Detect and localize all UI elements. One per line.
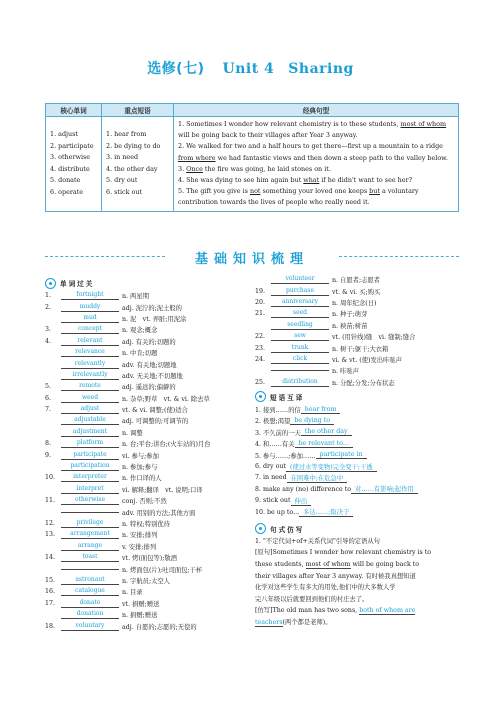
vocab-row — [45, 461, 250, 472]
vocab-answer: otherwise — [61, 496, 119, 505]
vocab-row — [45, 438, 250, 449]
phrase-row — [255, 506, 461, 517]
vocab-number: 3. — [45, 326, 52, 334]
phrase-item: 3. in need — [106, 153, 139, 162]
vocab-answer: voluntary — [61, 622, 119, 631]
left-column — [45, 276, 250, 632]
vocab-answer: click — [271, 355, 329, 364]
vocab-row — [255, 297, 461, 308]
vocab-answer: trunk — [271, 344, 329, 353]
vocab-definition: n. 秧苗;树苗 — [332, 322, 368, 330]
vocab-definition: n. 观念;概念 — [122, 327, 158, 335]
vocab-definition: vi. & vt. (使)发出咔哒声 — [332, 356, 402, 364]
vocab-row — [45, 336, 250, 347]
vocab-definition: n. 树干;躯干;大衣箱 — [332, 345, 389, 353]
vocab-row — [45, 552, 250, 563]
vocab-number: 21. — [255, 310, 266, 318]
vocab-number: 8. — [45, 440, 52, 448]
sentence-item: 1. Sometimes I wonder how relevant chemistry is to these students, most of whom will be going back to their villages after Year 3 anyway. — [178, 120, 447, 140]
vocab-row — [45, 575, 250, 586]
sentence-item: 5. The gift you give is not something your loved one keeps but a voluntary contribution towards the lives of people who really need it. — [178, 187, 419, 207]
vocab-definition: adv. 用别的方法;其他方面 — [122, 509, 196, 517]
phrase-row — [255, 438, 461, 449]
vocab-definition: adj. 自愿的;志愿的;无偿的 — [122, 623, 197, 631]
vocab-answer: mud — [61, 314, 119, 323]
phrase-answer: (使过水等变物)完全变干;干透 — [286, 462, 377, 472]
vocab-number: 25. — [255, 378, 266, 386]
phrase-question: 7. in need — [255, 474, 287, 482]
phrase-answer: be relevant to... — [295, 440, 353, 448]
word-item: 4. distribute — [50, 164, 90, 173]
vocab-row — [45, 609, 250, 620]
word-item: 6. operate — [50, 187, 84, 196]
vocab-answer: remote — [61, 382, 119, 391]
vocab-row — [45, 415, 250, 426]
vocab-row — [255, 365, 461, 376]
phrase-row — [255, 449, 461, 460]
phrase-question: 4. 和……有关 — [255, 441, 295, 449]
vocab-answer: relevantly — [61, 360, 119, 369]
phrase-question: 10. be up to... — [255, 508, 300, 516]
phrase-question: 6. dry out — [255, 463, 286, 471]
phrase-item: 5. dry out — [106, 176, 138, 185]
title-topic: Sharing — [288, 61, 354, 77]
vocab-definition: adj. 遥远的;偏僻的 — [122, 384, 176, 392]
vocab-definition: vi. 参与;参加 — [122, 452, 159, 460]
vocab-number: 2. — [45, 303, 52, 311]
phrase-question: 5. 参与……;参加…… — [255, 452, 316, 460]
vocab-answer: participation — [61, 462, 119, 471]
vocab-answer: adjustment — [61, 428, 119, 437]
phrase-question: 9. stick out — [255, 497, 291, 505]
vocab-answer: relevant — [61, 337, 119, 346]
vocab-number: 18. — [45, 622, 56, 630]
vocab-header: 单词过关 — [45, 276, 250, 290]
vocab-number: 14. — [45, 554, 56, 562]
phrase-answer: the other day — [301, 428, 352, 436]
vocab-answer — [61, 569, 119, 570]
vocab-number: 11. — [45, 497, 56, 505]
vocab-definition: vt. (用针线)缝 vi. 缝制;缝合 — [332, 334, 416, 342]
vocab-row — [45, 427, 250, 438]
vocab-answer: arrange — [61, 542, 119, 551]
vocab-answer: purchase — [271, 287, 329, 296]
vocab-answer: distribution — [271, 378, 329, 387]
phrase-item: 1. hear from — [106, 130, 147, 139]
vocab-definition: adj. 有关的;切题的 — [122, 338, 176, 346]
phrase-item: 6. stick out — [106, 187, 143, 196]
vocab-row — [255, 285, 461, 296]
vocab-row — [45, 518, 250, 529]
vocab-row — [45, 472, 250, 483]
vocab-definition: n. 周年纪念(日) — [332, 299, 377, 307]
vocab-definition: adj. 泥泞的;泥土般的 — [122, 304, 182, 312]
phrase-answer: be dying to — [290, 417, 334, 425]
phrase-row — [255, 427, 461, 438]
sentence-item: 3. Once the fire was going, he laid stones on it. — [178, 164, 331, 173]
vocab-row — [45, 495, 250, 506]
vocab-answer: irrelevantly — [61, 371, 119, 380]
phrase-row — [255, 484, 461, 495]
summary-table — [45, 103, 459, 212]
pattern-intro: 1. "不定代词+of+关系代词"引导的定语从句 — [255, 537, 380, 545]
vocab-row — [45, 347, 250, 358]
vocab-number: 12. — [45, 520, 56, 527]
vocab-definition: adv. 有关地;切题地 — [122, 361, 177, 369]
vocab-row — [255, 308, 461, 319]
sentence-item: 4. She was dying to see him again but what if he didn't want to see her? — [178, 176, 413, 185]
vocab-answer: donation — [61, 610, 119, 619]
vocab-row — [45, 381, 250, 392]
vocab-row — [45, 324, 250, 335]
page-title — [0, 58, 501, 78]
section-divider — [45, 247, 459, 267]
vocab-definition: n. 目录 — [122, 589, 143, 597]
vocab-definition: conj. 否则;不然 — [122, 498, 167, 506]
imitation-answer: both of whom are — [359, 607, 416, 615]
phrase-answer: 对……有影响;起作用 — [351, 484, 418, 494]
vocab-number: 15. — [45, 576, 56, 584]
vocab-number: 13. — [45, 531, 56, 539]
vocab-number: 1. — [45, 292, 52, 300]
vocab-answer: catalogue — [61, 587, 119, 596]
phrase-row — [255, 404, 461, 415]
vocab-definition: n. 宇航员;太空人 — [122, 577, 170, 585]
vocab-row — [255, 377, 461, 388]
vocab-answer: seed — [271, 309, 329, 318]
vocab-answer: weed — [61, 394, 119, 403]
vocab-row — [45, 484, 250, 495]
vocab-definition: vt. & vi. 调整;(使)适合 — [122, 407, 188, 415]
vocab-definition: vt. 烤(面包等);敬酒 — [122, 555, 177, 563]
vocab-number: 23. — [255, 344, 266, 352]
vocab-definition: v. 安排;排列 — [122, 543, 157, 551]
vocab-definition: vt. 捐赠;赠送 — [122, 600, 160, 608]
vocab-answer: interpreter — [61, 473, 119, 482]
sentence-item: 2. We walked for two and a half hours to get there—first up a mountain to a ridge from where we had fantastic views and then down a steep path to the valley below. — [178, 142, 448, 162]
vocab-answer: relevance — [61, 348, 119, 357]
vocab-number: 17. — [45, 599, 56, 607]
vocab-row — [45, 313, 250, 324]
vocab-answer: fortnight — [61, 291, 119, 300]
vocab-answer: privilege — [61, 519, 119, 528]
vocab-row — [45, 393, 250, 404]
vocab-row — [255, 331, 461, 342]
phrases-cell — [102, 117, 174, 212]
vocab-number: 7. — [45, 406, 52, 414]
phrase-row — [255, 415, 461, 426]
vocab-definition: n. 自愿者;志愿者 — [332, 277, 380, 285]
phrase-answer: participate in — [316, 451, 367, 459]
vocab-answer: volunteer — [271, 275, 329, 284]
vocab-number: 16. — [45, 588, 56, 596]
imitation-sentence: [仿写]The old man has two sons, both of whom are teachers(两个都是老师)。 — [255, 607, 416, 626]
phrases-header: 短语互译 — [255, 390, 461, 404]
vocab-definition: adv. 无关地;不切题地 — [122, 372, 183, 380]
vocab-number: 24. — [255, 355, 266, 363]
vocab-list-continued — [255, 274, 461, 388]
vocab-answer: participate — [61, 451, 119, 460]
header-phrases: 重点短语 — [102, 104, 174, 117]
phrase-question: 2. 极想;渴望 — [255, 418, 291, 426]
vocab-number: 19. — [255, 287, 266, 295]
vocab-definition: n. 杂草;野草 vt. & vi. 除去草 — [122, 395, 210, 403]
header-words: 核心单词 — [46, 104, 102, 117]
section-icon — [45, 278, 56, 289]
vocab-answer: platform — [61, 439, 119, 448]
vocab-row — [45, 449, 250, 460]
vocab-answer — [61, 512, 119, 513]
original-sentence: [原句]Sometimes I wonder how relevant chemistry is to these students, most of whom will be going back to their villages after Year 3 anyway. 有时候我真想知道 化学对这些学生有多大的用处,他们中的大多数人学 完八年级以后就要回到他们的村庄去了。 — [255, 549, 432, 603]
section-icon — [255, 523, 266, 534]
vocab-answer: donate — [61, 599, 119, 608]
vocab-row — [45, 529, 250, 540]
vocab-row — [45, 301, 250, 312]
vocab-row — [45, 563, 250, 574]
vocab-definition: n. 特权;特别优待 — [122, 521, 170, 528]
vocab-definition: n. 种子;萌芽 — [332, 311, 368, 319]
phrase-row — [255, 472, 461, 483]
vocab-row — [45, 598, 250, 609]
vocab-answer: astronaut — [61, 576, 119, 585]
vocab-definition: n. 作口译的人 — [122, 475, 162, 483]
phrase-question: 3. 不久前的一天 — [255, 429, 301, 437]
phrase-item: 4. the other day — [106, 164, 158, 173]
vocab-answer: arrangement — [61, 530, 119, 539]
title-unit: Unit 4 — [222, 61, 275, 77]
vocab-row — [45, 620, 250, 631]
vocab-definition: n. 中肯;切题 — [122, 350, 158, 358]
vocab-definition: vi. 解释;翻译 vt. 说明;口译 — [122, 486, 203, 494]
title-prefix: 选修(七) — [147, 61, 205, 77]
vocab-number: 22. — [255, 333, 266, 341]
phrase-question: 8. make any (no) difference to — [255, 485, 352, 493]
vocab-answer: muddy — [61, 303, 119, 312]
phrase-row — [255, 461, 461, 472]
phrase-row — [255, 495, 461, 506]
imitation-answer: teachers — [255, 618, 283, 626]
vocab-answer: interpret — [61, 485, 119, 494]
vocab-definition: adj. 可调整的;可调节的 — [122, 418, 189, 426]
phrase-answer: 在困难中;在危急中 — [287, 473, 348, 483]
vocab-row — [45, 506, 250, 517]
vocab-number: 4. — [45, 337, 52, 345]
phrase-answer: 伸出 — [291, 496, 312, 506]
vocab-row — [45, 586, 250, 597]
word-item: 3. otherwise — [50, 153, 91, 162]
phrase-item: 2. be dying to do — [106, 141, 161, 150]
sentences-cell — [174, 117, 459, 212]
section-icon — [255, 391, 266, 402]
word-item: 5. donate — [50, 176, 81, 185]
vocab-number: 20. — [255, 298, 266, 306]
words-cell — [46, 117, 102, 212]
vocab-definition: n. 烤面包(片);吐司面包;干杯 — [122, 566, 203, 574]
vocab-row — [45, 541, 250, 552]
vocab-answer — [271, 370, 329, 371]
vocab-definition: n. 两星期 — [122, 293, 149, 301]
vocab-row — [45, 370, 250, 381]
vocab-answer: toast — [61, 553, 119, 562]
section-title: 基础知识梳理 — [194, 252, 309, 267]
vocab-definition: n. 台;平台;讲台;(火车站的)月台 — [122, 441, 211, 449]
vocab-answer: adjust — [61, 405, 119, 414]
vocab-row — [45, 358, 250, 369]
phrase-question: 1. 接到……的信 — [255, 407, 301, 415]
word-item: 2. participate — [50, 141, 94, 150]
vocab-definition: n. 分配;分发;分布状态 — [332, 379, 395, 387]
vocab-row — [255, 274, 461, 285]
phrase-list — [255, 404, 461, 518]
vocab-row — [255, 320, 461, 331]
right-column — [255, 274, 461, 629]
vocab-row — [45, 290, 250, 301]
vocab-definition: n. 参加;参与 — [122, 464, 158, 472]
vocab-answer: concept — [61, 325, 119, 334]
vocab-row — [255, 354, 461, 365]
vocab-answer: anniversary — [271, 298, 329, 307]
vocab-definition: n. 咔哒声 — [332, 368, 359, 376]
phrase-answer: 多达……;取决于 — [299, 507, 353, 517]
vocab-number: 9. — [45, 451, 52, 459]
vocab-answer: seedling — [271, 321, 329, 330]
vocab-list — [45, 290, 250, 632]
vocab-number: 5. — [45, 383, 52, 391]
vocab-answer: sew — [271, 332, 329, 341]
vocab-number: 10. — [45, 474, 56, 482]
vocab-definition: n. 调整 — [122, 429, 143, 437]
vocab-definition: n. 捐赠;赠送 — [122, 612, 158, 620]
vocab-row — [45, 404, 250, 415]
vocab-definition: n. 泥 vt. 弄脏;用泥涂 — [122, 315, 187, 323]
vocab-definition: n. 安排;排列 — [122, 532, 158, 540]
vocab-definition: vt. & vi. 买;购买 — [332, 288, 381, 296]
vocab-answer: adjustable — [61, 416, 119, 425]
phrase-answer: hear from — [301, 406, 341, 414]
word-item: 1. adjust — [50, 130, 78, 139]
sentences-header: 句式仿写 — [255, 522, 461, 536]
header-sentences: 经典句型 — [174, 104, 459, 117]
vocab-row — [255, 342, 461, 353]
vocab-number: 6. — [45, 394, 52, 402]
